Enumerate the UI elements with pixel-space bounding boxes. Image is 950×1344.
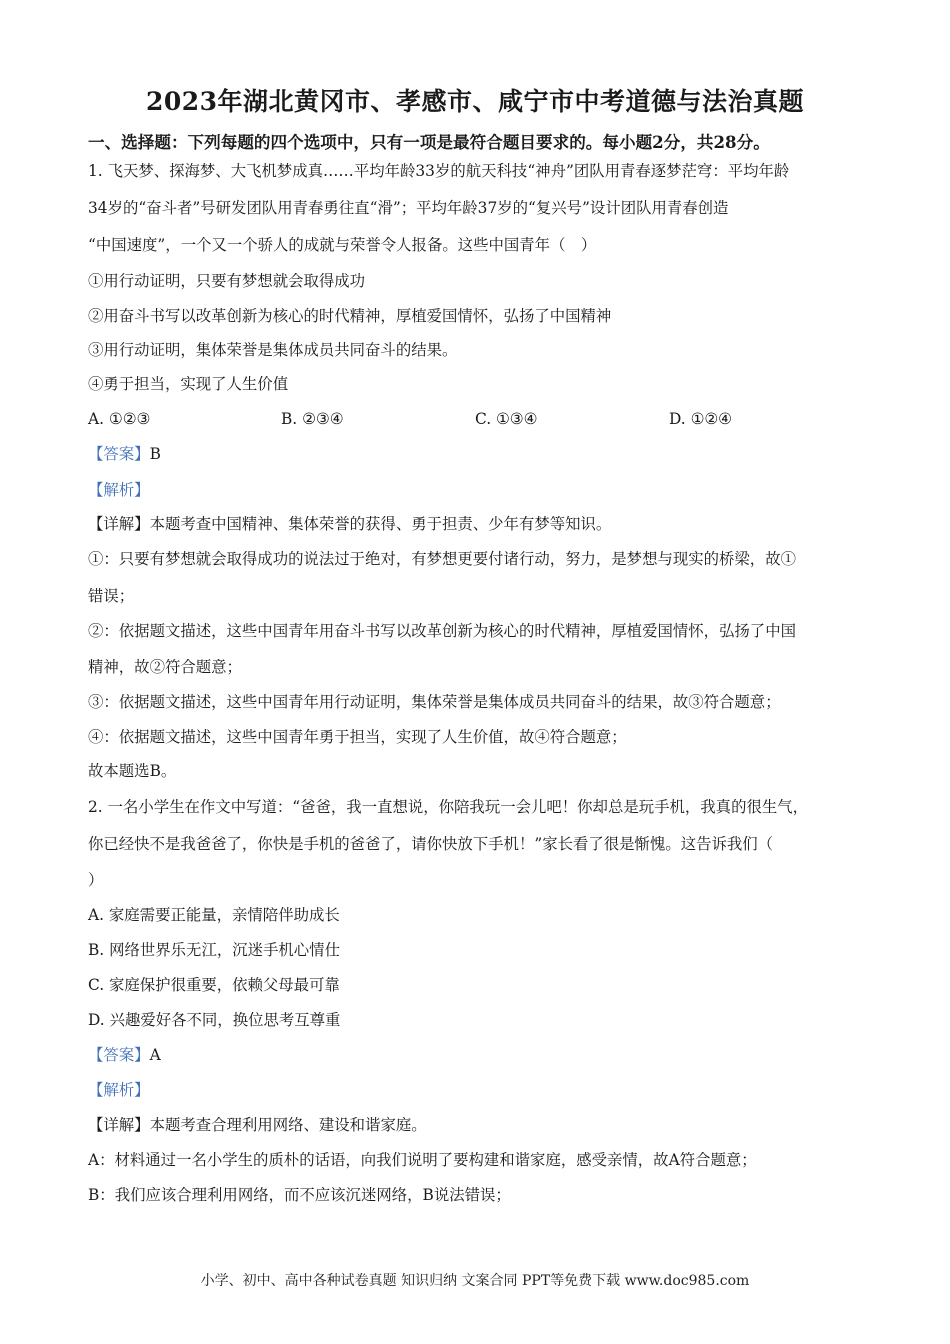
section-heading: 一、选择题：下列每题的四个选项中，只有一项是最符合题目要求的。每小题2分，共28分。 [88, 132, 770, 152]
q2-analysis-tag: 【解析】 [88, 1081, 150, 1099]
q2-stem-line: 你已经快不是我爸爸了，你快是手机的爸爸了，请你快放下手机！”家长看了很是惭愧。这告诉我们（ [88, 835, 774, 853]
q1-option-c: C. ①③④ [475, 410, 538, 428]
q1-stem-line: 34岁的“奋斗者”号研发团队用青春勇往直“滑”；平均年龄37岁的“复兴号”设计团队用青春创造 [88, 199, 729, 217]
q1-detail-line: 故本题选B。 [88, 762, 177, 780]
detail-tag: 【详解】 [88, 1116, 150, 1134]
q1-option-b: B. ②③④ [281, 410, 344, 428]
page-title: 2023年湖北黄冈市、孝感市、咸宁市中考道德与法治真题 [145, 87, 805, 116]
q2-option-c: C. 家庭保护很重要，依赖父母最可靠 [88, 976, 340, 994]
q2-stem-line: ） [88, 871, 104, 889]
q2-detail-line: B：我们应该合理利用网络，而不应该沉迷网络，B说法错误； [88, 1186, 511, 1204]
q1-detail-line: ①：只要有梦想就会取得成功的说法过于绝对，有梦想更要付诸行动，努力，是梦想与现实的桥梁，故① [88, 550, 796, 568]
q2-detail-line [88, 1115, 427, 1135]
q1-item: ④勇于担当，实现了人生价值 [88, 375, 289, 393]
answer-tag: 【答案】 [88, 445, 150, 463]
q2-detail-line: A：材料通过一名小学生的质朴的话语，向我们说明了要构建和谐家庭，感受亲情，故A符合题意； [88, 1151, 757, 1169]
detail-tag: 【详解】 [88, 515, 150, 533]
q2-option-b: B. 网络世界乐无江，沉迷手机心情仕 [88, 941, 340, 959]
detail-text: 本题考查中国精神、集体荣誉的获得、勇于担责、少年有梦等知识。 [149, 515, 612, 533]
q1-analysis-tag: 【解析】 [88, 481, 150, 499]
q2-answer [88, 1045, 161, 1065]
q2-stem-line: 2. 一名小学生在作文中写道：“爸爸，我一直想说，你陪我玩一会儿吧！你却总是玩手机，我真的很生气， [88, 798, 809, 816]
q1-answer [88, 444, 161, 464]
q1-item: ②用奋斗书写以改革创新为核心的时代精神，厚植爱国情怀，弘扬了中国精神 [88, 307, 612, 325]
q1-detail-line: ④：依据题文描述，这些中国青年勇于担当，实现了人生价值，故④符合题意； [88, 728, 627, 746]
q2-option-d: D. 兴趣爱好各不同，换位思考互尊重 [88, 1011, 341, 1029]
q2-option-a: A. 家庭需要正能量，亲情陪伴助成长 [88, 906, 340, 924]
q1-item: ③用行动证明，集体荣誉是集体成员共同奋斗的结果。 [88, 341, 458, 359]
page-footer: 小学、初中、高中各种试卷真题 知识归纳 文案合同 PPT等免费下载 www.doc985.com [200, 1273, 750, 1289]
answer-tag: 【答案】 [88, 1046, 150, 1064]
answer-value: B [149, 445, 161, 463]
q1-detail-line: ③：依据题文描述，这些中国青年用行动证明，集体荣誉是集体成员共同奋斗的结果，故③符合题意； [88, 693, 781, 711]
q1-stem-line: “中国速度”，一个又一个骄人的成就与荣誉令人报备。这些中国青年（ ） [88, 236, 597, 254]
q1-stem-line: 1. 飞天梦、探海梦、大飞机梦成真……平均年龄33岁的航天科技“神舟”团队用青春逐梦茫穹：平均年龄 [88, 162, 790, 180]
q1-detail-line [88, 514, 611, 534]
q1-detail-line: ②：依据题文描述，这些中国青年用奋斗书写以改革创新为核心的时代精神，厚植爱国情怀，弘扬了中国 [88, 622, 796, 640]
q1-item: ①用行动证明，只要有梦想就会取得成功 [88, 272, 366, 290]
q1-detail-line: 错误； [88, 587, 135, 605]
q1-option-d: D. ①②④ [669, 410, 732, 428]
detail-text: 本题考查合理利用网络、建设和谐家庭。 [149, 1116, 427, 1134]
q1-option-a: A. ①②③ [88, 410, 151, 428]
answer-value: A [149, 1046, 161, 1064]
q1-detail-line: 精神，故②符合题意； [88, 658, 242, 676]
